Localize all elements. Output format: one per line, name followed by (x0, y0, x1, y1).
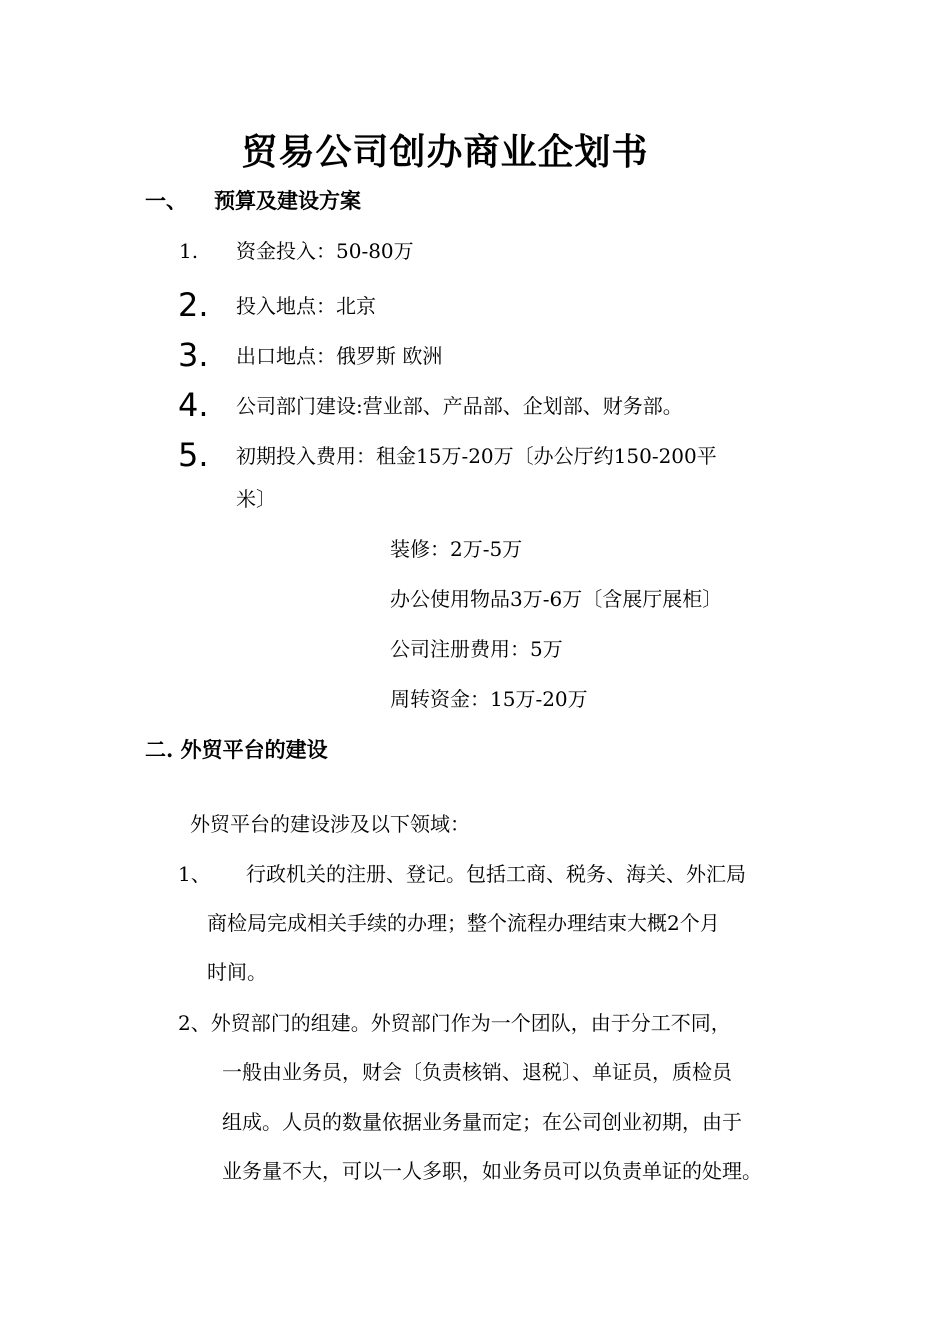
cost-line: 周转资金：15万-20万 (390, 687, 588, 711)
list-item-text-continued: 米〕 (236, 487, 276, 511)
list-item-text: 公司部门建设:营业部、产品部、企划部、财务部。 (236, 394, 683, 418)
list-item-text: 资金投入：50-80万 (236, 239, 414, 263)
list-item-text: 出口地点：俄罗斯 欧洲 (236, 344, 443, 368)
document-title: 贸易公司创办商业企划书 (241, 131, 649, 173)
paragraph-line: 组成。人员的数量依据业务量而定；在公司创业初期，由于 (222, 1110, 742, 1134)
list-item-number: 2. (178, 286, 209, 324)
list-item-number: 1. (179, 239, 199, 263)
list-item-text: 投入地点：北京 (236, 294, 376, 318)
section2-heading: 二. 外贸平台的建设 (145, 737, 328, 762)
list-item-text: 初期投入费用：租金15万-20万〔办公厅约150-200平 (236, 444, 717, 468)
section2-intro: 外贸平台的建设涉及以下领域： (190, 812, 470, 836)
paragraph-line: 行政机关的注册、登记。包括工商、税务、海关、外汇局 (246, 862, 746, 886)
cost-line: 公司注册费用：5万 (390, 637, 563, 661)
cost-line: 办公使用物品3万-6万〔含展厅展柜〕 (390, 587, 723, 611)
cost-line: 装修：2万-5万 (390, 537, 523, 561)
paragraph-line: 2、外贸部门的组建。外贸部门作为一个团队，由于分工不同， (178, 1011, 731, 1035)
list-item-number: 1、 (178, 862, 211, 886)
paragraph-line: 一般由业务员，财会〔负责核销、退税〕、单证员，质检员 (222, 1060, 732, 1084)
paragraph-line: 商检局完成相关手续的办理；整个流程办理结束大概2个月 (207, 911, 720, 935)
list-item-number: 3. (178, 336, 209, 374)
section1-heading: 预算及建设方案 (214, 188, 361, 213)
list-item-number: 5. (178, 436, 209, 474)
section1-marker: 一、 (145, 188, 187, 213)
list-item-number: 4. (178, 386, 209, 424)
paragraph-line: 业务量不大，可以一人多职，如业务员可以负责单证的处理。 (222, 1159, 762, 1183)
paragraph-line: 时间。 (207, 960, 267, 984)
